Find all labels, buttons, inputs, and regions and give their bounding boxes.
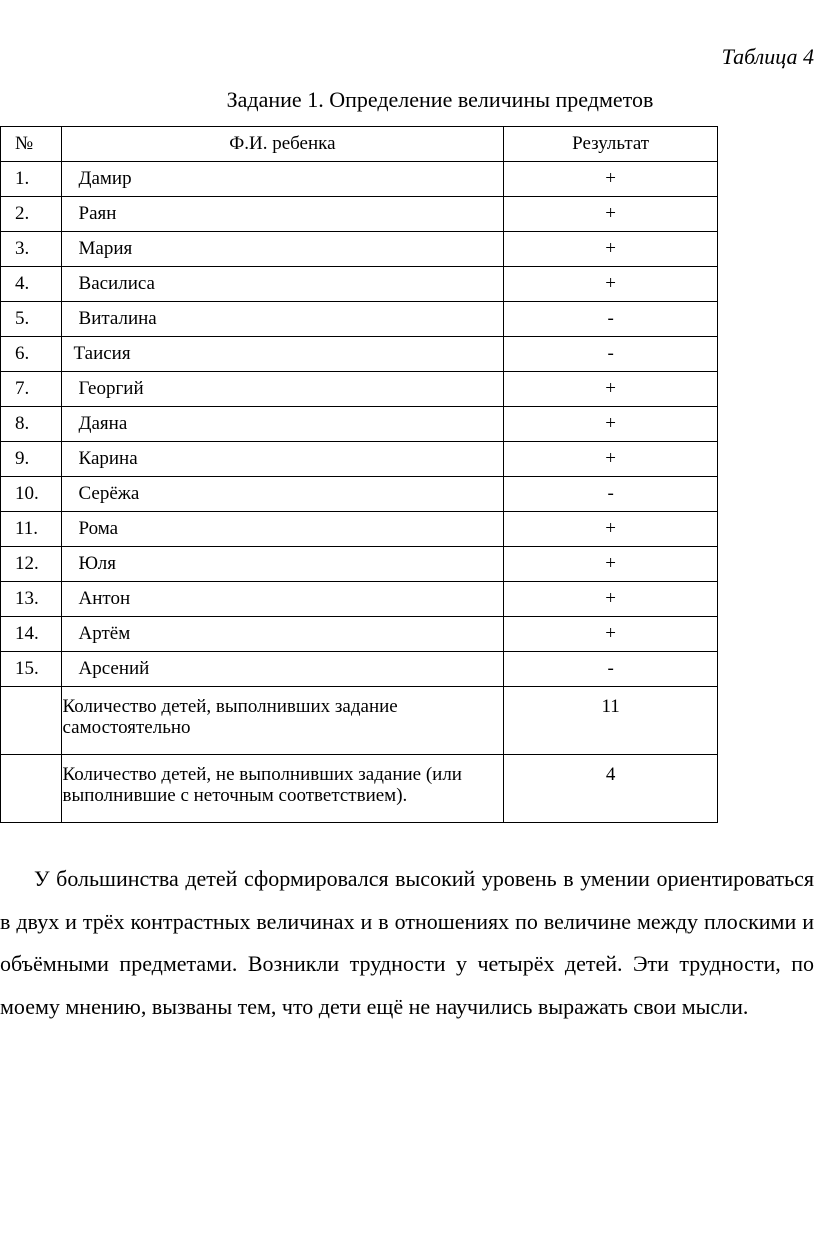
row-number: 12. <box>1 547 62 582</box>
table-row <box>1 407 718 442</box>
table-row <box>1 232 718 267</box>
row-child-name: Виталина <box>61 302 504 337</box>
row-child-name: Артём <box>61 617 504 652</box>
row-number: 2. <box>1 197 62 232</box>
row-result: + <box>504 582 718 617</box>
summary-label: Количество детей, не выполнивших задание (или выполнившие с неточным соответствием). <box>61 755 504 823</box>
table-row <box>1 512 718 547</box>
table-row <box>1 477 718 512</box>
row-number: 14. <box>1 617 62 652</box>
table-row <box>1 197 718 232</box>
row-result: + <box>504 232 718 267</box>
table-number-label: Таблица 4 <box>721 44 814 69</box>
row-result: - <box>504 652 718 687</box>
row-result: + <box>504 512 718 547</box>
row-result: + <box>504 442 718 477</box>
row-child-name: Мария <box>61 232 504 267</box>
row-child-name: Таисия <box>61 337 504 372</box>
row-child-name: Карина <box>61 442 504 477</box>
table-row <box>1 442 718 477</box>
table-caption: Задание 1. Определение величины предметов <box>226 87 654 112</box>
row-number: 11. <box>1 512 62 547</box>
table-row <box>1 617 718 652</box>
table-row <box>1 337 718 372</box>
summary-label: Количество детей, выполнивших задание самостоятельно <box>61 687 504 755</box>
row-result: - <box>504 477 718 512</box>
summary-empty-cell <box>1 687 62 755</box>
row-result: + <box>504 162 718 197</box>
row-number: 5. <box>1 302 62 337</box>
row-child-name: Арсений <box>61 652 504 687</box>
results-table <box>0 126 718 823</box>
table-row <box>1 162 718 197</box>
row-result: + <box>504 547 718 582</box>
table-row <box>1 582 718 617</box>
header-result: Результат <box>504 127 718 162</box>
row-number: 13. <box>1 582 62 617</box>
row-child-name: Антон <box>61 582 504 617</box>
summary-empty-cell <box>1 755 62 823</box>
row-child-name: Юля <box>61 547 504 582</box>
row-child-name: Серёжа <box>61 477 504 512</box>
row-number: 15. <box>1 652 62 687</box>
row-result: + <box>504 267 718 302</box>
row-number: 6. <box>1 337 62 372</box>
row-number: 9. <box>1 442 62 477</box>
row-child-name: Раян <box>61 197 504 232</box>
row-number: 4. <box>1 267 62 302</box>
conclusion-paragraph: У большинства детей сформировался высокий уровень в умении ориентироваться в двух и трёх контрастных величинах и в отношениях по величине между плоскими и объёмными предметами. Возникли трудности у четырёх детей. Эти трудности, по моему мнению, вызваны тем, что дети ещё не научились выражать свои мысли. <box>0 866 814 1019</box>
row-result: + <box>504 407 718 442</box>
row-child-name: Дамир <box>61 162 504 197</box>
row-result: + <box>504 617 718 652</box>
row-child-name: Рома <box>61 512 504 547</box>
row-result: + <box>504 372 718 407</box>
row-result: + <box>504 197 718 232</box>
header-child-name: Ф.И. ребенка <box>61 127 504 162</box>
row-result: - <box>504 337 718 372</box>
table-header-row <box>1 127 718 162</box>
table-row <box>1 652 718 687</box>
row-result: - <box>504 302 718 337</box>
summary-row-not-completed <box>1 755 718 823</box>
summary-value: 11 <box>504 687 718 755</box>
row-child-name: Даяна <box>61 407 504 442</box>
row-number: 8. <box>1 407 62 442</box>
header-number: № <box>1 127 62 162</box>
row-number: 10. <box>1 477 62 512</box>
row-child-name: Георгий <box>61 372 504 407</box>
summary-value: 4 <box>504 755 718 823</box>
table-row <box>1 547 718 582</box>
summary-row-completed <box>1 687 718 755</box>
table-row <box>1 267 718 302</box>
row-number: 1. <box>1 162 62 197</box>
row-child-name: Василиса <box>61 267 504 302</box>
table-row <box>1 372 718 407</box>
row-number: 7. <box>1 372 62 407</box>
row-number: 3. <box>1 232 62 267</box>
table-row <box>1 302 718 337</box>
